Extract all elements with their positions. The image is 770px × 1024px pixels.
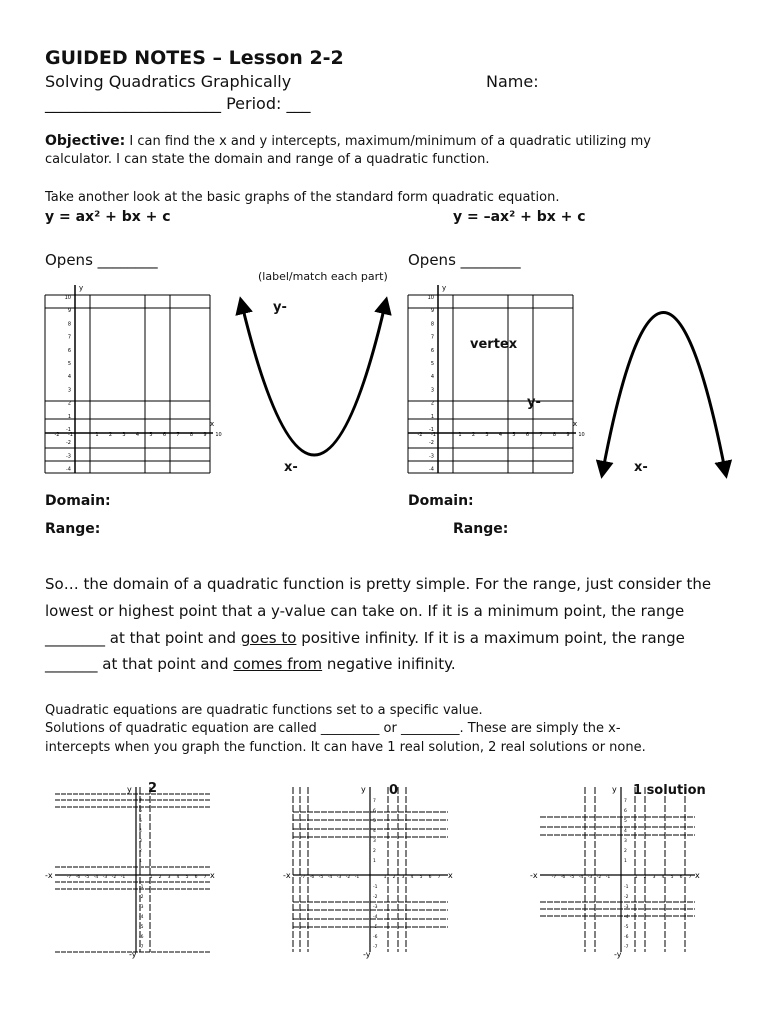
range-right: Range:: [453, 521, 509, 537]
small-x-tick: 6: [194, 875, 198, 880]
solutions-line-3: intercepts when you graph the function. It can have 1 real solution, 2 real solutions or none.: [45, 740, 646, 755]
small-neg-y-label: -y: [614, 950, 622, 959]
y-tick-label: 4: [430, 374, 434, 381]
y-tick-label: -1: [66, 427, 71, 433]
y-axis-label: y: [442, 284, 447, 292]
small-y-tick: -5: [373, 925, 378, 930]
small-graph-label-1: 2: [148, 781, 158, 796]
small-y-tick: -1: [139, 885, 144, 890]
small-y-tick: -7: [139, 945, 144, 950]
down-parabola-y-label: y-: [527, 395, 541, 410]
small-x-tick: 1: [149, 875, 153, 880]
small-x-tick: 6: [428, 875, 432, 880]
y-tick-label: 8: [67, 321, 71, 328]
y-tick-label: -2: [429, 440, 434, 447]
small-x-tick: 2: [643, 875, 647, 880]
y-tick-label: 10: [64, 295, 71, 301]
y-tick-label: 3: [67, 387, 71, 394]
small-y-label: y: [612, 785, 617, 794]
x-tick-label: -2: [54, 432, 60, 438]
small-y-tick: 5: [624, 819, 627, 824]
small-y-tick: 6: [373, 809, 376, 814]
x-tick-label: 5: [149, 432, 153, 438]
paragraph-line-2: lowest or highest point that a y-value can take on. If it is a minimum point, the range: [45, 602, 685, 620]
small-y-tick: 5: [373, 819, 376, 824]
small-x-tick: 3: [401, 875, 405, 880]
small-x-tick: 7: [437, 875, 441, 880]
up-parabola-y-label: y-: [273, 300, 287, 315]
y-tick-label: 7: [430, 334, 434, 341]
small-y-tick: 7: [139, 799, 142, 804]
y-tick-label: 6: [67, 347, 71, 354]
small-neg-x-label: -x: [283, 871, 291, 880]
up-parabola-x-label: x-: [284, 460, 298, 475]
small-x-tick: -2: [345, 875, 351, 880]
y-tick-label: 9: [430, 308, 434, 315]
small-y-tick: 6: [624, 809, 627, 814]
down-parabola-x-label: x-: [634, 460, 648, 475]
y-tick-label: 5: [430, 361, 434, 367]
x-tick-label: 6: [525, 432, 530, 438]
y-tick-label: -1: [429, 427, 434, 433]
small-neg-y-label: -y: [363, 950, 371, 959]
y-tick-label: 3: [430, 387, 434, 394]
small-x-tick: 1: [634, 875, 638, 880]
x-tick-label: 1: [458, 432, 462, 438]
small-y-tick: 1: [624, 859, 627, 864]
small-x-tick: -3: [102, 875, 108, 880]
small-y-tick: -3: [139, 905, 144, 910]
small-x-tick: -6: [309, 875, 315, 880]
small-x-tick: -1: [605, 875, 611, 880]
x-tick-label: 7: [176, 432, 180, 438]
small-graph-zero-solutions: [278, 782, 458, 960]
x-tick-label: 9: [203, 432, 207, 438]
domain-left: Domain:: [45, 493, 111, 509]
y-tick-label: 6: [430, 347, 434, 354]
match-note: (label/match each part): [258, 270, 388, 283]
y-tick-label: 7: [67, 334, 71, 341]
small-x-tick: 2: [392, 875, 396, 880]
equation-left: y = ax² + bx + c: [45, 209, 171, 225]
x-tick-label: 5: [512, 432, 516, 438]
y-tick-label: 9: [67, 308, 71, 315]
comes-from-underlined: comes from: [233, 655, 323, 673]
paragraph-line-3: [45, 629, 685, 647]
small-x-tick: -6: [560, 875, 566, 880]
x-tick-label: 8: [552, 432, 557, 438]
x-tick-label: 2: [108, 432, 113, 438]
period-line: ______________________ Period: ___: [45, 94, 311, 113]
small-y-tick: -4: [139, 915, 144, 920]
y-tick-label: 1: [430, 413, 434, 420]
small-x-tick: 7: [203, 875, 207, 880]
small-x-tick: 4: [410, 875, 414, 880]
small-y-tick: 1: [373, 859, 376, 864]
small-y-tick: -4: [624, 915, 629, 920]
small-y-tick: 7: [624, 799, 627, 804]
small-x-tick: 7: [688, 875, 692, 880]
small-y-tick: -2: [373, 895, 378, 900]
small-x-tick: -7: [66, 875, 72, 880]
small-y-tick: 4: [624, 829, 627, 834]
small-y-tick: 3: [139, 839, 142, 844]
small-x-tick: -4: [578, 875, 584, 880]
x-tick-label: 7: [539, 432, 543, 438]
y-tick-label: 2: [67, 400, 71, 407]
x-tick-label: 2: [471, 432, 476, 438]
small-neg-y-label: -y: [129, 950, 137, 959]
objective-line-2: calculator. I can state the domain and range of a quadratic function.: [45, 152, 490, 167]
small-x-tick: -5: [569, 875, 575, 880]
solutions-line-1: Quadratic equations are quadratic functions set to a specific value.: [45, 703, 483, 718]
small-neg-x-label: -x: [45, 871, 53, 880]
paragraph-line-3a: ________ at that point and: [45, 629, 241, 647]
goes-to-underlined: goes to: [240, 629, 297, 647]
x-axis-label: x: [573, 420, 578, 428]
small-y-tick: -6: [624, 935, 629, 940]
small-y-tick: 1: [139, 859, 142, 864]
range-left: Range:: [45, 521, 101, 537]
small-y-tick: 6: [139, 809, 142, 814]
y-tick-label: -3: [429, 453, 434, 460]
small-x-tick: -7: [300, 875, 306, 880]
small-y-tick: 2: [624, 849, 627, 854]
small-y-tick: 5: [139, 819, 142, 824]
small-x-tick: 6: [679, 875, 683, 880]
objective-line-1: [45, 133, 651, 149]
small-x-tick: 4: [176, 875, 180, 880]
y-tick-label: -4: [429, 466, 434, 473]
x-tick-label: 4: [498, 432, 503, 438]
small-x-tick: 5: [670, 875, 674, 880]
paragraph-line-1: So… the domain of a quadratic function is pretty simple. For the range, just consider the: [45, 575, 712, 593]
small-x-tick: -7: [551, 875, 557, 880]
x-tick-label: 9: [566, 432, 570, 438]
small-y-tick: 3: [624, 839, 627, 844]
y-tick-label: -4: [66, 466, 71, 473]
small-y-tick: -5: [624, 925, 629, 930]
small-graph-one-solution: [525, 782, 705, 960]
y-tick-label: 8: [430, 321, 434, 328]
small-x-tick: 3: [652, 875, 656, 880]
y-tick-label: -2: [66, 440, 71, 447]
small-y-tick: -6: [373, 935, 378, 940]
small-x-tick: -1: [354, 875, 360, 880]
paragraph-line-4: [45, 655, 456, 673]
equation-right: y = –ax² + bx + c: [453, 209, 586, 225]
small-y-label: y: [127, 785, 132, 794]
small-x-tick: -2: [596, 875, 602, 880]
small-x-tick: -3: [336, 875, 342, 880]
domain-right: Domain:: [408, 493, 474, 509]
small-graph-label-2: 0: [389, 783, 399, 798]
x-tick-label: 3: [122, 432, 126, 438]
page-title: GUIDED NOTES – Lesson 2-2: [45, 47, 344, 69]
paragraph-line-4a: _______ at that point and: [45, 655, 234, 673]
small-graph-label-3: 1 solution: [633, 783, 706, 798]
paragraph-line-4c: negative inifinity.: [322, 655, 456, 673]
small-y-tick: -1: [624, 885, 629, 890]
y-tick-label: 5: [67, 361, 71, 367]
intro-text: Take another look at the basic graphs of the standard form quadratic equation.: [45, 190, 560, 205]
small-x-tick: -4: [93, 875, 99, 880]
small-x-tick: 5: [419, 875, 423, 880]
small-y-tick: -2: [624, 895, 629, 900]
small-x-tick: -6: [75, 875, 81, 880]
small-y-tick: 2: [139, 849, 142, 854]
downward-parabola: [595, 300, 735, 480]
small-x-tick: -3: [587, 875, 593, 880]
x-tick-label: 8: [189, 432, 194, 438]
x-tick-label: 3: [485, 432, 489, 438]
y-axis-label: y: [79, 284, 84, 292]
x-tick-label: 1: [95, 432, 99, 438]
y-tick-label: 2: [430, 400, 434, 407]
x-axis-label: x: [210, 420, 215, 428]
small-y-tick: 4: [139, 829, 142, 834]
small-y-tick: 3: [373, 839, 376, 844]
small-neg-x-label: -x: [530, 871, 538, 880]
small-x-tick: -1: [120, 875, 126, 880]
small-x-tick: 4: [661, 875, 665, 880]
small-graph-two-solutions: [40, 782, 220, 960]
y-tick-label: -3: [66, 453, 71, 460]
small-x-label: x: [448, 871, 453, 880]
small-y-tick: 7: [373, 799, 376, 804]
objective-label: Objective:: [45, 133, 126, 149]
small-y-label: y: [361, 785, 366, 794]
small-x-tick: -5: [84, 875, 90, 880]
x-tick-label: -2: [417, 432, 423, 438]
y-tick-label: 4: [67, 374, 71, 381]
small-x-tick: 5: [185, 875, 189, 880]
small-y-tick: 2: [373, 849, 376, 854]
x-tick-label: 4: [135, 432, 140, 438]
y-tick-label: 1: [67, 413, 71, 420]
vertex-label: vertex: [470, 337, 518, 352]
upward-parabola: [230, 295, 400, 480]
x-tick-label: -1: [431, 432, 436, 438]
x-tick-label: 10: [578, 432, 585, 438]
small-y-tick: -4: [373, 915, 378, 920]
small-y-tick: -5: [139, 925, 144, 930]
small-y-tick: -6: [139, 935, 144, 940]
small-y-tick: -2: [139, 895, 144, 900]
objective-text-1: I can find the x and y intercepts, maximum/minimum of a quadratic utilizing my: [129, 134, 651, 149]
small-y-tick: -3: [373, 905, 378, 910]
small-y-tick: -3: [624, 905, 629, 910]
x-tick-label: 10: [215, 432, 222, 438]
coordinate-grid-left: [45, 283, 220, 478]
coordinate-grid-right: [408, 283, 583, 478]
paragraph-line-3c: positive infinity. If it is a maximum point, the range: [296, 629, 685, 647]
lesson-subtitle: Solving Quadratics Graphically: [45, 72, 292, 91]
small-x-tick: -4: [327, 875, 333, 880]
small-x-label: x: [210, 871, 215, 880]
small-x-tick: 2: [158, 875, 162, 880]
name-label: Name:: [486, 72, 539, 91]
small-x-tick: 3: [167, 875, 171, 880]
small-y-tick: -7: [624, 945, 629, 950]
solutions-line-2: Solutions of quadratic equation are called _________ or _________. These are simply the x-: [45, 721, 621, 736]
small-x-tick: -2: [111, 875, 117, 880]
small-x-tick: -5: [318, 875, 324, 880]
x-tick-label: 6: [162, 432, 167, 438]
opens-left: Opens ________: [45, 251, 158, 269]
small-x-label: x: [695, 871, 700, 880]
small-y-tick: -7: [373, 945, 378, 950]
small-y-tick: 4: [373, 829, 376, 834]
x-tick-label: -1: [68, 432, 73, 438]
y-tick-label: 10: [427, 295, 434, 301]
opens-right: Opens ________: [408, 251, 521, 269]
small-x-tick: 1: [383, 875, 387, 880]
small-y-tick: -1: [373, 885, 378, 890]
